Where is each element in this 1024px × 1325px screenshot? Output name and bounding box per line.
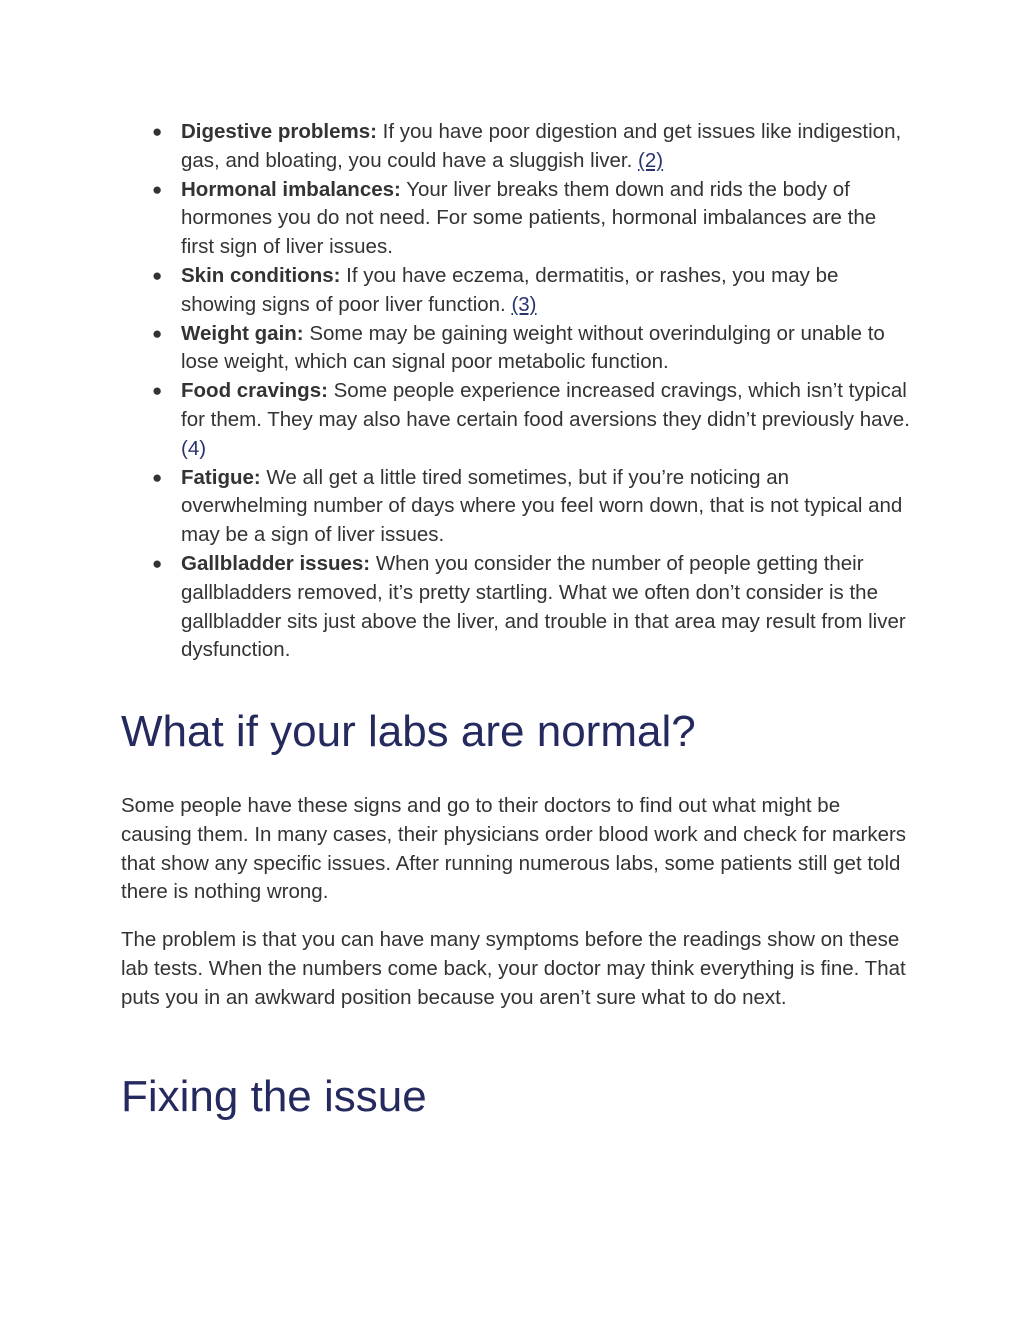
list-item-term: Gallbladder issues: <box>181 551 371 575</box>
bullet-icon: ● <box>152 265 163 285</box>
reference-link[interactable]: (4) <box>181 436 207 460</box>
bullet-icon: ● <box>152 553 163 573</box>
bullet-icon: ● <box>152 323 163 343</box>
list-item <box>121 118 911 176</box>
list-item-text: If you have eczema, dermatitis, or rashes, you may be showing signs of poor liver function. <box>181 263 839 316</box>
list-item-term: Food cravings: <box>181 379 328 403</box>
symptom-list <box>121 118 911 665</box>
list-item <box>121 320 911 378</box>
list-item-text: If you have poor digestion and get issues like indigestion, gas, and bloating, you could have a sluggish liver. <box>181 120 902 172</box>
bullet-icon: ● <box>152 179 163 199</box>
list-item-text: Your liver breaks them down and rids the body of hormones you do not need. For some patients, hormonal imbalances are the first sign of liver issues. <box>181 177 877 259</box>
list-item <box>121 550 911 665</box>
list-item <box>121 464 911 550</box>
body-paragraph: Some people have these signs and go to their doctors to find out what might be causing them. In many cases, their physicians order blood work and check for markers that show any specific issues. After running numerous labs, some patients still get told there is nothing wrong. <box>121 794 907 904</box>
list-item-text: Some people experience increased cravings, which isn’t typical for them. They may also have certain food aversions they didn’t previously have. <box>181 379 910 431</box>
reference-link[interactable]: (2) <box>638 148 664 172</box>
bullet-icon: ● <box>152 467 163 487</box>
body-paragraph: The problem is that you can have many symptoms before the readings show on these lab tests. When the numbers come back, your doctor may think everything is fine. That puts you in an awkward position because you aren’t sure what to do next. <box>121 928 906 1009</box>
list-item-term: Digestive problems: <box>181 120 377 143</box>
section-heading-fixing: Fixing the issue <box>121 1072 427 1121</box>
reference-link[interactable]: (3) <box>511 292 537 316</box>
list-item <box>121 262 911 320</box>
list-item-term: Fatigue: <box>181 465 261 489</box>
list-item-term: Weight gain: <box>181 321 304 345</box>
list-item <box>121 176 911 262</box>
list-item-text: When you consider the number of people getting their gallbladders removed, it’s pretty startling. What we often don’t consider is the gallbladder sits just above the liver, and trouble in that area may result from liver dysfunction. <box>181 551 906 662</box>
list-item <box>121 377 911 463</box>
bullet-icon: ● <box>152 381 163 401</box>
list-item-text: Some may be gaining weight without overindulging or unable to lose weight, which can signal poor metabolic function. <box>181 321 885 374</box>
list-item-term: Hormonal imbalances: <box>181 177 401 201</box>
section-heading-labs: What if your labs are normal? <box>121 707 696 756</box>
list-item-term: Skin conditions: <box>181 263 341 287</box>
bullet-icon: ● <box>152 122 163 141</box>
list-item-text: We all get a little tired sometimes, but if you’re noticing an overwhelming number of days where you feel worn down, that is not typical and may be a sign of liver issues. <box>181 465 903 547</box>
